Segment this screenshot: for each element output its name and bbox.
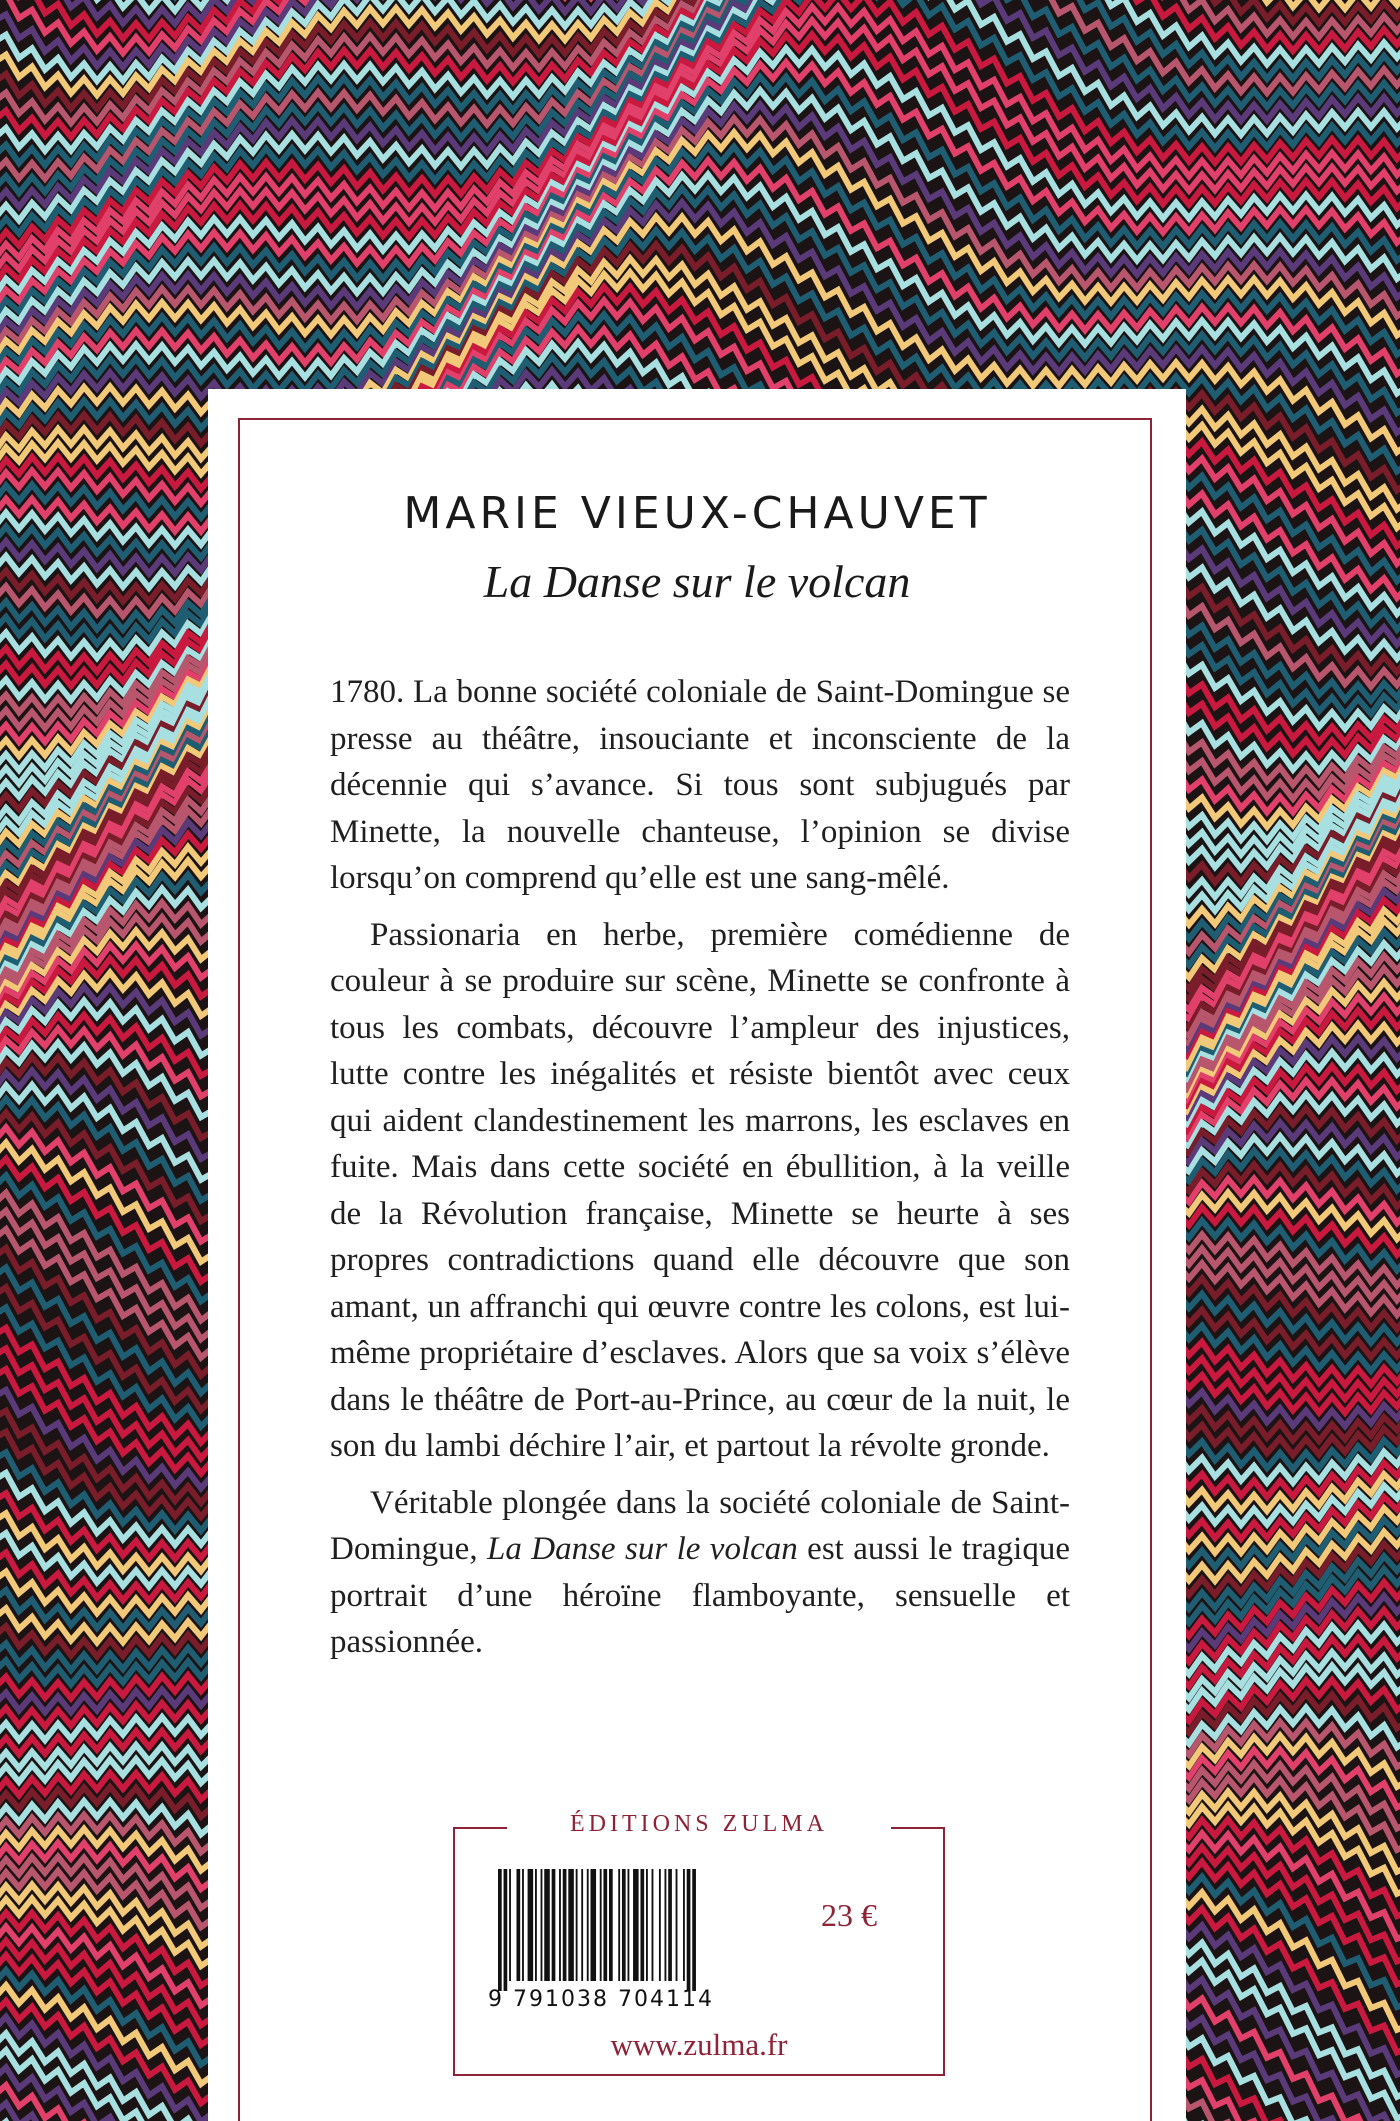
- barcode-bar: [576, 1869, 578, 1981]
- price: 23 €: [821, 1897, 877, 1933]
- barcode-bar: [559, 1869, 561, 1981]
- blurb-p3-start: Véritable plongée dans la société coloniale de Saint-Domingue,: [330, 1484, 1070, 1567]
- barcode-bar: [668, 1869, 672, 1981]
- back-cover-blurb: [330, 669, 1070, 1676]
- barcode-bar: [522, 1869, 524, 1981]
- barcode-bar: [640, 1869, 644, 1981]
- barcode-bar: [687, 1869, 691, 1991]
- blurb-paragraph-3: [330, 1480, 1070, 1666]
- barcode-bar: [676, 1869, 678, 1981]
- barcode-icon: [494, 1869, 774, 1991]
- barcode-bar: [541, 1869, 543, 1981]
- blurb-paragraph-2: Passionaria en herbe, première comédienne de couleur à se produire sur scène, Minette se confronte à tous les combats, découvre l’ampleur des injustices, lutte contre les inégalités et résiste bientôt avec ceux qui aident clandestinement les marrons, les esclaves en fuite. Mais dans cette société en ébullition, à la veille de la Révolution française, Minette se heurte à ses propres contradictions quand elle découvre que son amant, un affranchi qui œuvre contre les colons, est lui-même propriétaire d’esclaves. Alors que sa voix s’élève dans le théâtre de Port-au-Prince, au cœur de la nuit, le son du lambi déchire l’air, et partout la révolte gronde.: [330, 916, 1070, 1464]
- book-title: La Danse sur le volcan: [483, 556, 911, 607]
- publisher-box: [453, 1811, 945, 2076]
- barcode-bar: [622, 1869, 626, 1981]
- blurb-p3-end: est aussi le tragique portrait d’une héroïne flamboyante, sensuelle et passionnée.: [330, 1531, 1070, 1660]
- barcode-bar: [591, 1869, 597, 1981]
- barcode-bar: [646, 1869, 648, 1981]
- blurb-paragraph-1: 1780. La bonne société coloniale de Saint-Domingue se presse au théâtre, insouciante et inconsciente de la décennie qui s’avance. Si tous sont subjugués par Minette, la nouvelle chanteuse, l’opinion se divise lorsqu’on comprend qu’elle est une sang-mêlé.: [330, 674, 1070, 896]
- publisher-name: ÉDITIONS ZULMA: [507, 1811, 891, 1838]
- barcode-bar: [535, 1869, 537, 1981]
- blurb-p3-title: La Danse sur le volcan: [486, 1531, 798, 1567]
- barcode-bar: [618, 1869, 620, 1981]
- barcode-bar: [504, 1869, 508, 1991]
- website-link[interactable]: www.zulma.fr: [507, 2027, 891, 2063]
- barcode-bar: [563, 1869, 567, 1981]
- barcode-bar: [587, 1869, 589, 1981]
- author-name: MARIE VIEUX-CHAUVET: [403, 488, 991, 539]
- barcode-bar: [552, 1869, 556, 1981]
- barcode-bar: [581, 1869, 583, 1981]
- barcode-bar: [652, 1869, 654, 1981]
- barcode-bar: [600, 1869, 602, 1981]
- barcode-bar: [528, 1869, 534, 1981]
- barcode-bar: [517, 1869, 521, 1981]
- text-panel: [208, 389, 1186, 2121]
- barcode-bar: [665, 1869, 667, 1981]
- isbn-number: 9 791038 704114: [488, 1987, 714, 2012]
- barcode-bar: [633, 1869, 639, 1981]
- barcode-bar: [568, 1869, 574, 1981]
- barcode-bar: [509, 1869, 511, 1981]
- barcode-bar: [603, 1869, 607, 1981]
- barcode-bar: [628, 1869, 630, 1981]
- barcode-bar: [692, 1869, 696, 1991]
- barcode-bar: [659, 1869, 661, 1981]
- barcode-bar: [544, 1869, 550, 1981]
- barcode-bar: [683, 1869, 685, 1981]
- barcode-bar: [498, 1869, 502, 1991]
- barcode-block: [488, 1869, 774, 2012]
- barcode-bar: [609, 1869, 613, 1981]
